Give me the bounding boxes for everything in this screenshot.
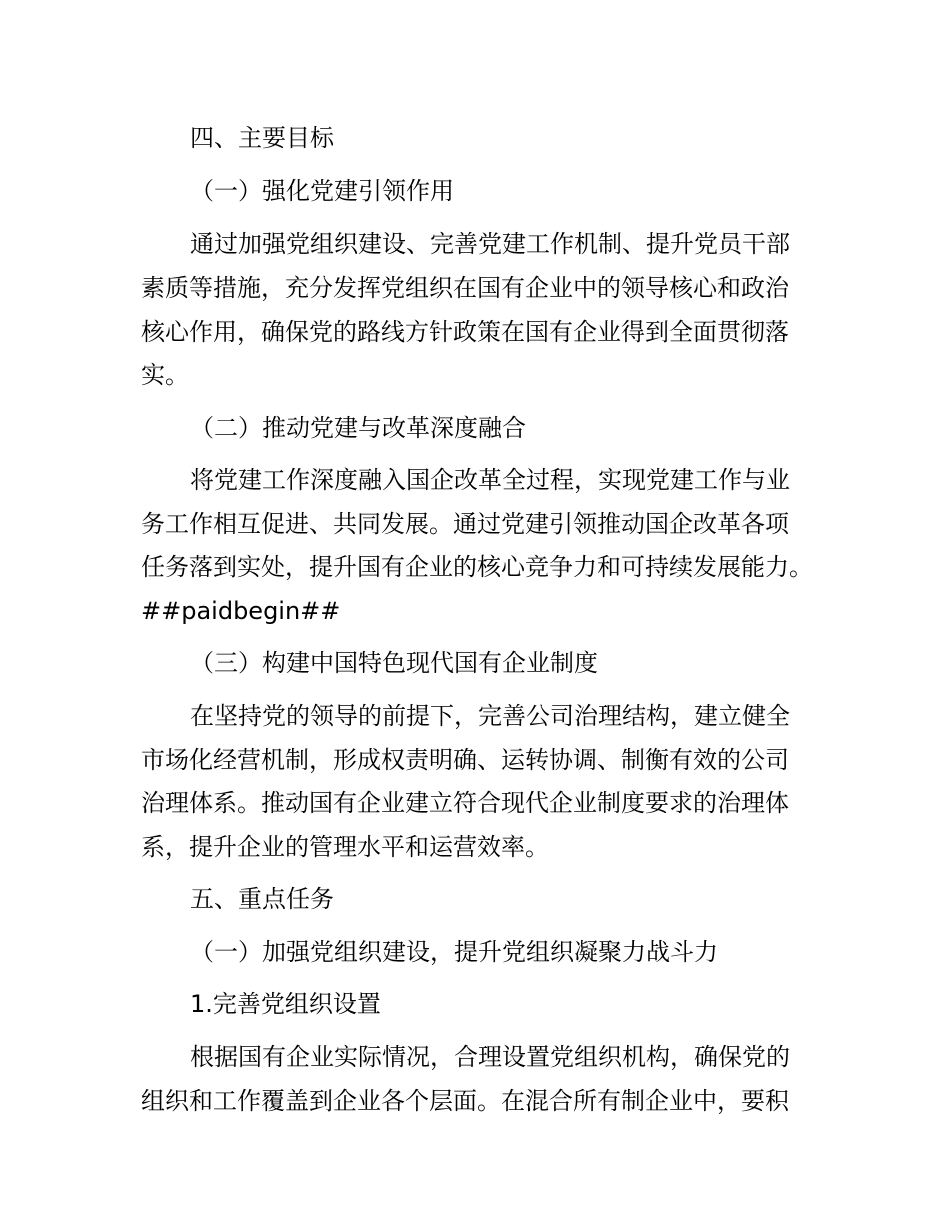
paragraph-line: 务工作相互促进、共同发展。通过党建引领推动国企改革各项: [141, 510, 789, 538]
paragraph-line: 任务落到实处，提升国有企业的核心竞争力和可持续发展能力。: [141, 553, 813, 581]
paragraph-line: 通过加强党组织建设、完善党建工作机制、提升党员干部: [190, 230, 790, 258]
paragraph-line: 治理体系。推动国有企业建立符合现代企业制度要求的治理体: [141, 789, 789, 817]
paragraph-line: 核心作用，确保党的路线方针政策在国有企业得到全面贯彻落: [141, 318, 789, 346]
subheading-modern-enterprise-system: （三）构建中国特色现代国有企业制度: [190, 649, 598, 677]
paragraph-line: 将党建工作深度融入国企改革全过程，实现党建工作与业: [190, 466, 790, 494]
paragraph-line: 根据国有企业实际情况，合理设置党组织机构，确保党的: [190, 1043, 790, 1071]
paid-begin-marker: ##paidbegin##: [141, 597, 341, 625]
section-heading-key-tasks: 五、重点任务: [190, 885, 334, 913]
subheading-party-organization-building: （一）加强党组织建设，提升党组织凝聚力战斗力: [190, 938, 718, 966]
paragraph-line: 市场化经营机制，形成权责明确、运转协调、制衡有效的公司: [141, 746, 789, 774]
paragraph-line: 在坚持党的领导的前提下，完善公司治理结构，建立健全: [190, 702, 790, 730]
paragraph-line: 素质等措施，充分发挥党组织在国有企业中的领导核心和政治: [141, 274, 789, 302]
subheading-improve-party-setup: 1.完善党组织设置: [190, 990, 381, 1018]
paragraph-line: 系，提升企业的管理水平和运营效率。: [141, 833, 549, 861]
paragraph-line: 实。: [141, 361, 189, 389]
subheading-strengthen-party-leadership: （一）强化党建引领作用: [190, 177, 454, 205]
paragraph-line: 组织和工作覆盖到企业各个层面。在混合所有制企业中，要积: [141, 1087, 789, 1115]
section-heading-main-goals: 四、主要目标: [190, 124, 334, 152]
subheading-party-reform-integration: （二）推动党建与改革深度融合: [190, 414, 526, 442]
